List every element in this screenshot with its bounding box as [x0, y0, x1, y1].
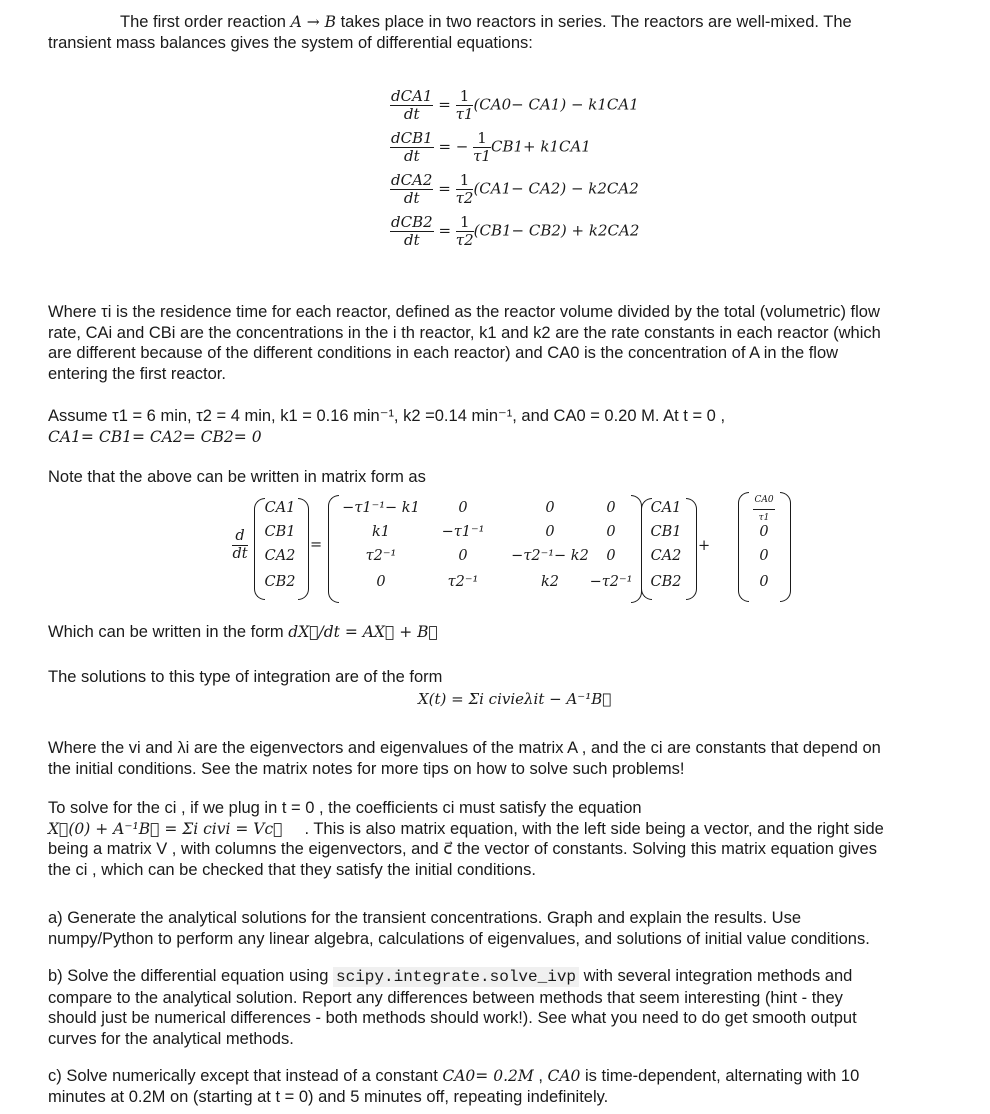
ode-lhs: $\frac{\text{dCA1}}{dt}$: [391, 87, 433, 123]
where-line4: entering the first reactor.: [48, 364, 226, 383]
ode-equals: = −: [438, 137, 469, 156]
part-c-cao-var: CA0: [547, 1067, 581, 1085]
part-b: [48, 966, 980, 1049]
intro-line2: transient mass balances gives the system of differential equations:: [48, 33, 533, 52]
ci-equation: X⃗(0) + A⁻¹B⃗ = Σi civi = Vc⃗: [48, 819, 283, 838]
form-paragraph: [48, 622, 980, 643]
where-paragraph: [48, 302, 980, 384]
part-c-line1-end: is time-dependent, alternating with 10: [580, 1067, 860, 1085]
matrix-cell: 0: [606, 548, 616, 564]
matrix-cell: 0: [376, 574, 386, 590]
x-vector-entry: CB2: [650, 574, 682, 590]
matrix-cell: 0: [606, 500, 616, 516]
part-b-line2: compare to the analytical solution. Report any differences between methods that seem interesting (hint - they: [48, 988, 843, 1007]
b-vector-entry: 0: [759, 524, 769, 540]
where-line3: are different because of the different conditions in each reactor) and CA0 is the concentration of A in the flow: [48, 344, 839, 362]
intro-line1-end: takes place in two reactors in series. The reactors are well-mixed. The: [336, 13, 852, 31]
ode-row: [390, 130, 591, 165]
matrix-cell: 0: [458, 500, 468, 516]
solve-ci-line1: To solve for the ci , if we plug in t = 0 , the coefficients ci must satisfy the equation: [48, 799, 642, 817]
reaction-equation: A → B: [290, 13, 337, 31]
lhs-vector-entry: CB2: [264, 574, 296, 590]
matrix-cell: 0: [606, 524, 616, 540]
matrix-cell: k2: [540, 574, 559, 590]
x-vector-entry: CA2: [650, 548, 682, 564]
part-b-line1-start: b) Solve the differential equation using: [48, 967, 333, 985]
matrix-cell: τ2⁻¹: [447, 574, 479, 590]
b-vector-entry: 0: [759, 574, 769, 590]
initial-conditions: CA1= CB1= CA2= CB2= 0: [48, 427, 262, 446]
part-b-line1-end: with several integration methods and: [579, 967, 853, 985]
solve-ci-line4: the ci , which can be checked that they satisfy the initial conditions.: [48, 860, 536, 879]
ode-coef: $\frac{1}{\tau 2}$: [455, 171, 474, 207]
ode-lhs: $\frac{\text{dCA2}}{dt}$: [391, 171, 433, 207]
d-over-dt: $\frac{d}{dt}$: [232, 528, 248, 562]
matrix-cell: 0: [458, 548, 468, 564]
ode-lhs: $\frac{\text{dCB1}}{dt}$: [391, 129, 433, 165]
part-c: [48, 1066, 980, 1107]
ode-lhs: $\frac{\text{dCB2}}{dt}$: [391, 213, 433, 249]
x-vector-paren-right: [686, 498, 697, 600]
ode-system: [390, 88, 690, 278]
lhs-vector-entry: CA2: [264, 548, 296, 564]
solve-ci-paragraph: [48, 798, 980, 880]
ode-rhs: CB1+ k1CA1: [490, 137, 591, 156]
matrix-cell: −τ1⁻¹− k1: [342, 500, 420, 516]
ode-rhs: (CB1− CB2) + k2CA2: [473, 221, 640, 240]
matrix-cell: τ2⁻¹: [365, 548, 397, 564]
part-c-line1-start: c) Solve numerically except that instead of a constant: [48, 1067, 443, 1085]
solution-equation: X(t) = Σi civieλit − A⁻¹B⃗: [418, 690, 612, 708]
ode-coef: $\frac{1}{\tau 1}$: [455, 87, 474, 123]
matrix-equation: [228, 490, 798, 605]
matrix-cell: −τ2⁻¹− k2: [511, 548, 589, 564]
matrix-cell: k1: [371, 524, 390, 540]
matrix-cell: 0: [545, 524, 555, 540]
matrix-plus: +: [698, 538, 711, 554]
ode-rhs: (CA0− CA1) − k1CA1: [473, 95, 639, 114]
intro-line1-start: The first order reaction: [120, 13, 291, 31]
ode-row: [390, 172, 639, 207]
ode-row: [390, 88, 639, 123]
matrix-cell: −τ1⁻¹: [441, 524, 485, 540]
where-line1: Where τi is the residence time for each reactor, defined as the reactor volume divided by the total (volumetric) flow: [48, 303, 880, 321]
form-text: Which can be written in the form: [48, 623, 289, 641]
ode-equals: =: [438, 221, 452, 240]
x-vector-entry: CB1: [650, 524, 682, 540]
ode-coef: $\frac{1}{\tau 1}$: [473, 129, 491, 165]
b-vector-entry: 0: [759, 548, 769, 564]
ode-equals: =: [438, 179, 451, 198]
b-vector-top: $\frac{CA0}{\tau 1}$: [750, 492, 778, 527]
lhs-vector-entry: CA1: [264, 500, 296, 516]
part-c-line2: minutes at 0.2M on (starting at t = 0) and 5 minutes off, repeating indefinitely.: [48, 1087, 609, 1106]
solutions-text: The solutions to this type of integration are of the form: [48, 668, 443, 686]
assume-line1: Assume τ1 = 6 min, τ2 = 4 min, k1 = 0.16 min⁻¹, k2 =0.14 min⁻¹, and CA0 = 0.20 M. At t = 0 ,: [48, 407, 726, 425]
part-b-line3: should just be numerical differences - both methods should work!). See what you need to do get smooth output: [48, 1009, 857, 1027]
lhs-vector-entry: CB1: [264, 524, 296, 540]
solve-ci-line3: being a matrix V , with columns the eigenvectors, and c⃗ the vector of constants. Solving this matrix equation gives: [48, 840, 877, 858]
assume-paragraph: [48, 406, 980, 447]
ode-rhs: (CA1− CA2) − k2CA2: [473, 179, 639, 198]
matrix-cell: −τ2⁻¹: [589, 574, 633, 590]
x-vector-entry: CA1: [650, 500, 682, 516]
ode-coef: $\frac{1}{\tau 2}$: [455, 213, 474, 249]
ode-equals: =: [438, 95, 451, 114]
part-b-line4: curves for the analytical methods.: [48, 1029, 294, 1048]
part-a-line2: numpy/Python to perform any linear algebra, calculations of eigenvalues, and solutions of initial value conditions.: [48, 929, 870, 948]
matrix-cell: 0: [545, 500, 555, 516]
ode-row: [390, 214, 639, 249]
part-a-line1: a) Generate the analytical solutions for the transient concentrations. Graph and explain the results. Use: [48, 909, 802, 927]
eigen-line1: Where the vi and λi are the eigenvectors and eigenvalues of the matrix A , and the ci are constants that depend on: [48, 739, 881, 757]
b-vector-paren-right: [780, 492, 791, 602]
eigen-line2: the initial conditions. See the matrix notes for more tips on how to solve such problems!: [48, 759, 685, 778]
solve-ivp-code: scipy.integrate.solve_ivp: [333, 967, 579, 987]
part-c-cao-value: CA0= 0.2M: [442, 1067, 534, 1085]
matrix-note: Note that the above can be written in matrix form as: [48, 468, 426, 486]
eigen-paragraph: [48, 738, 980, 779]
b-vector-paren-left: [738, 492, 749, 602]
matrix-equals: =: [310, 537, 323, 553]
form-equation: dX⃗/dt = AX⃗ + B⃗: [288, 623, 438, 641]
intro-paragraph: [48, 12, 980, 53]
where-line2: rate, CAi and CBi are the concentrations in the i th reactor, k1 and k2 are the rate constants in each reactor (which: [48, 323, 881, 342]
solve-ci-line2: . This is also matrix equation, with the left side being a vector, and the right side: [304, 819, 884, 838]
part-a: [48, 908, 980, 949]
part-c-separator: ,: [533, 1067, 548, 1085]
